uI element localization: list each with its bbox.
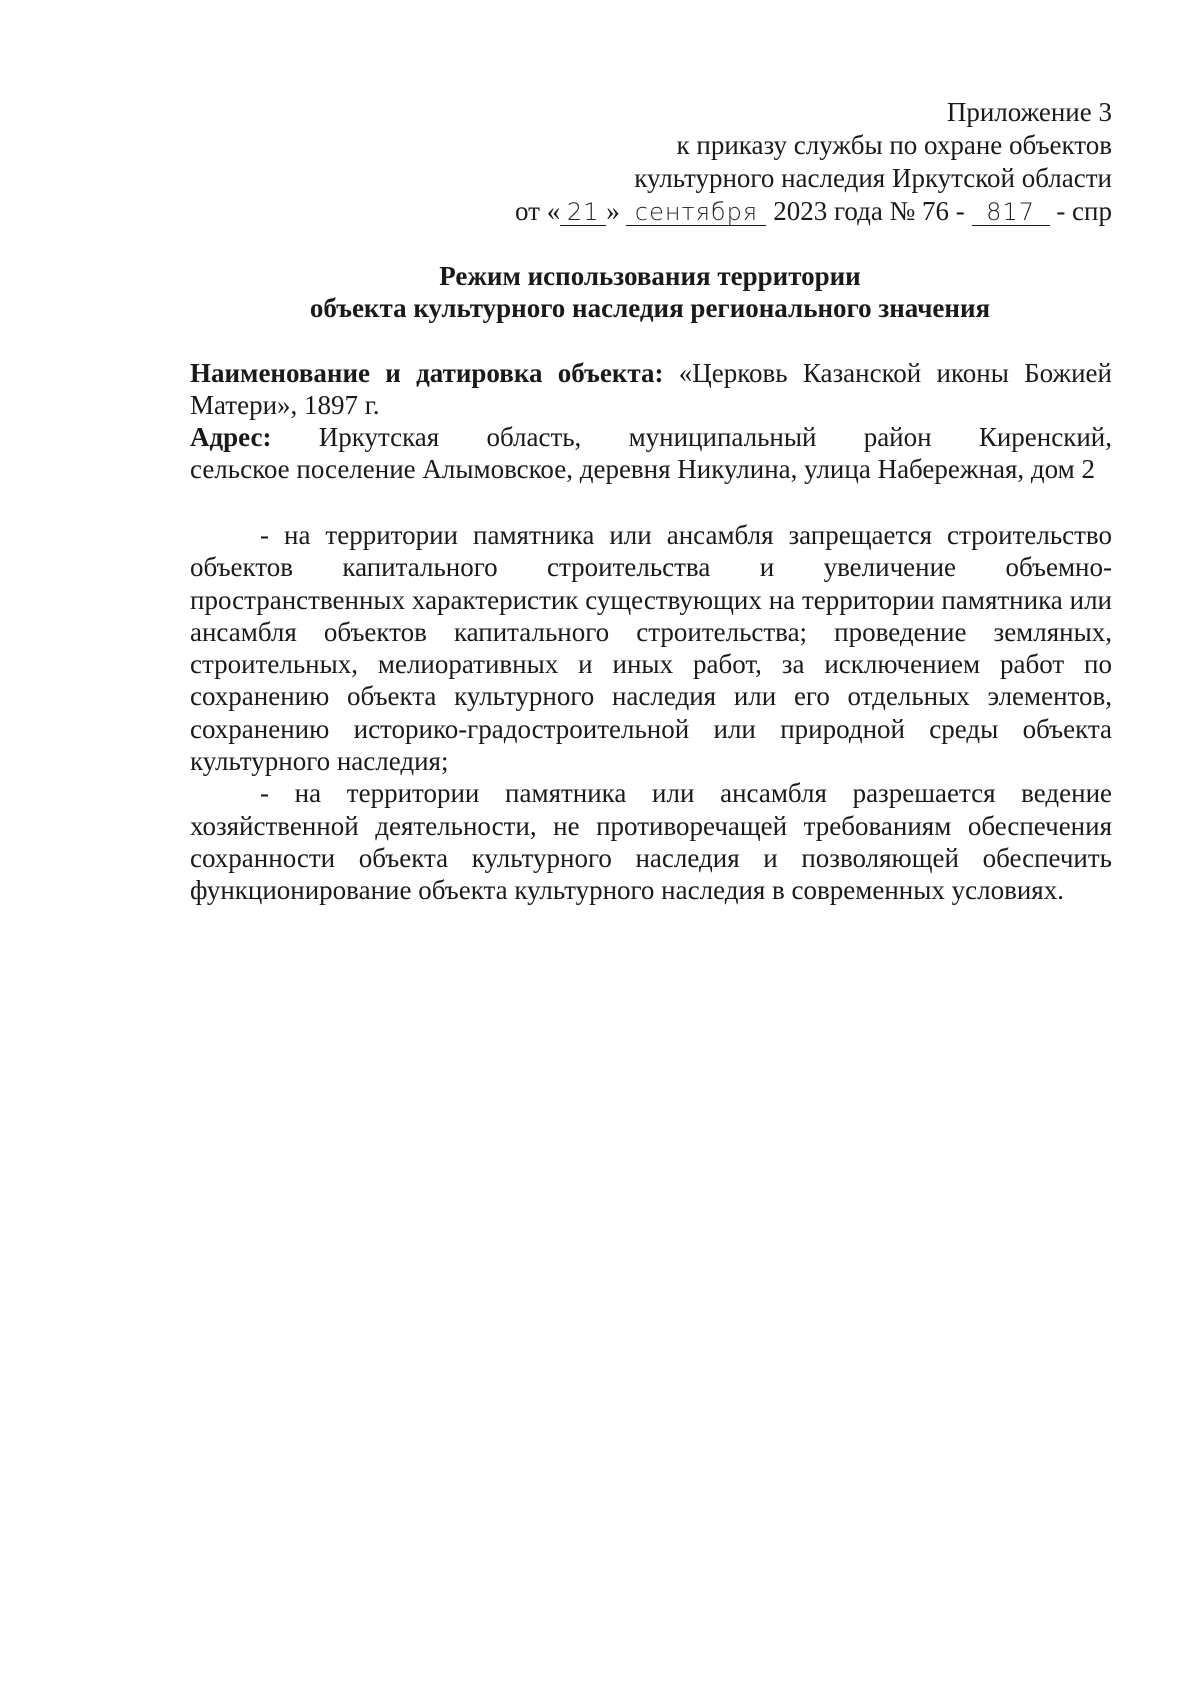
rule-permission: - на территории памятника или ансамбля разрешается ведение хозяйственной деятельности, не противоречащей требованиям обеспечения сохранности объекта культурного наследия и позволяющей обеспечить функционирование объекта культурного наследия в современных условиях. — [190, 778, 1112, 906]
object-name — [190, 357, 1112, 421]
rule-prohibition: - на территории памятника или ансамбля запрещается строительство объектов капитального строительства и увеличение объемно-пространственных характеристик существующих на территории памятника или ансамбля объектов капитального строительства; проведение земляных, строительных, мелиоративных и иных работ, за исключением работ по сохранению объекта культурного наследия или его отдельных элементов, сохранению историко-градостроительной или природной среды объекта культурного наследия; — [190, 520, 1112, 777]
day-suffix: » — [606, 196, 620, 226]
address-line-1 — [190, 421, 1112, 453]
address-word: область, — [486, 422, 582, 452]
issuing-authority: культурного наследия Иркутской области — [634, 163, 1112, 193]
number-suffix: - спр — [1056, 196, 1112, 226]
address-word: район — [863, 422, 932, 452]
handwritten-order-number: 817 — [972, 198, 1050, 226]
object-info — [190, 357, 1112, 485]
address-word: Киренский, — [978, 422, 1112, 452]
document-title — [190, 260, 1110, 324]
handwritten-day: 21 — [560, 198, 606, 226]
address-word: Иркутская — [318, 422, 440, 452]
order-date-line — [392, 195, 1112, 228]
address-word: муниципальный — [628, 422, 817, 452]
object-name-value: «Церковь Казанской иконы Божией Матери», 1897 г. — [190, 358, 1112, 420]
handwritten-month: сентября — [626, 198, 766, 226]
title-line-2: объекта культурного наследия регионального значения — [309, 293, 991, 323]
address-label: Адрес: — [190, 422, 272, 452]
usage-rules — [190, 519, 1112, 907]
order-reference: к приказу службы по охране объектов — [676, 130, 1112, 160]
title-line-1: Режим использования территории — [439, 261, 861, 291]
object-name-label: Наименование и датировка объекта: — [190, 358, 664, 388]
appendix-label: Приложение 3 — [946, 97, 1112, 127]
year-and-number-prefix: 2023 года № 76 - — [773, 196, 965, 226]
address-line-2: сельское поселение Алымовское, деревня Никулина, улица Набережная, дом 2 — [190, 454, 1095, 484]
date-prefix: от « — [515, 196, 561, 226]
approval-block — [392, 96, 1112, 228]
